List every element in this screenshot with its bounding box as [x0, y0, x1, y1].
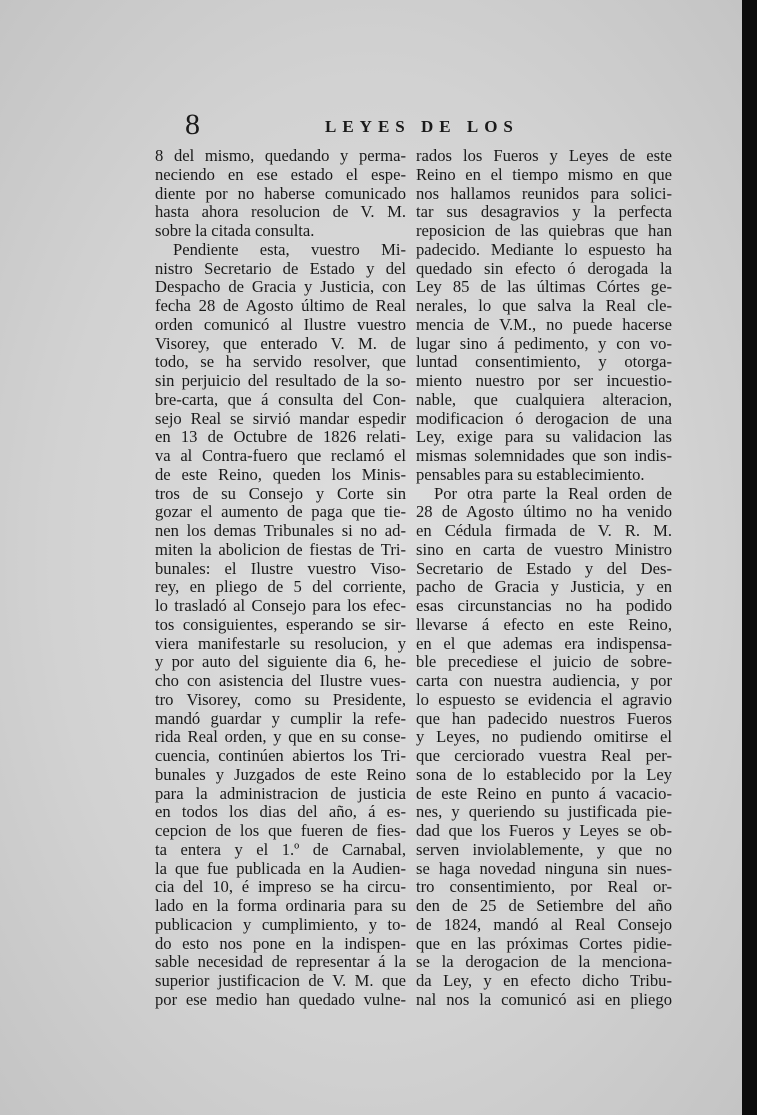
text-line: modificacion ó derogacion de una	[416, 408, 672, 428]
text-line: do esto nos pone en la indispen-	[155, 933, 406, 953]
text-line: bunales y Juzgados de este Reino	[155, 764, 406, 784]
text-line: va al Contra-fuero que reclamó el	[155, 446, 406, 465]
text-line: sino en carta de vuestro Ministro	[416, 539, 672, 559]
text-line: lo espuesto se evidencia el agravio	[416, 689, 672, 709]
text-line: Por otra parte la Real orden de	[434, 483, 672, 503]
text-line: mencia de V.M., no puede hacerse	[416, 314, 672, 334]
text-line: nes, y queriendo su justificada pie-	[416, 802, 672, 822]
text-line: todo, se ha servido resolver, que	[155, 352, 406, 372]
text-line: sona de lo establecido por la Ley	[416, 764, 672, 784]
text-line: cuencia, continúen abiertos los Tri-	[155, 746, 406, 765]
text-line: publicacion y cumplimiento, y to-	[155, 914, 406, 934]
text-line: rida Real orden, y que en su conse-	[155, 727, 406, 747]
text-line: rados los Fueros y Leyes de este	[416, 146, 672, 165]
right-column	[416, 147, 672, 1010]
text-line: de este Reino en punto á vacacio-	[416, 783, 672, 803]
text-line: 8 del mismo, quedando y perma-	[155, 146, 406, 165]
text-line: hasta ahora resolucion de V. M.	[155, 202, 406, 222]
text-line: luntad consentimiento, y otorga-	[416, 352, 672, 372]
text-line: cepcion de los que fueren de fies-	[155, 821, 406, 840]
text-line: miento nuestro por ser incuestio-	[416, 371, 672, 390]
text-line: de este Reino, queden los Minis-	[155, 464, 406, 484]
text-line: tros de su Consejo y Corte sin	[155, 483, 406, 503]
text-line: Secretario de Estado y del Des-	[416, 558, 672, 578]
scan-edge	[742, 0, 757, 1115]
text-line: reposicion de las quiebras que han	[416, 221, 672, 240]
text-line: en todos los dias del año, á es-	[155, 802, 406, 822]
text-line: la que fue publicada en la Audien-	[155, 858, 406, 878]
text-line: nos hallamos reunidos para solici-	[416, 183, 672, 203]
text-line: viera manifestarle su resolucion, y	[155, 633, 406, 653]
page-number: 8	[185, 108, 200, 141]
text-line: lo trasladó al Consejo para los efec-	[155, 596, 406, 615]
text-line: lado en la forma ordinaria para su	[155, 896, 406, 915]
text-line: fecha 28 de Agosto último de Real	[155, 296, 406, 315]
text-line: que en las próximas Cortes pidie-	[416, 933, 672, 953]
text-line: tos consiguientes, esperando se sir-	[155, 614, 406, 634]
text-line: sobre la citada consulta.	[155, 221, 315, 240]
text-line: padecido. Mediante lo espuesto ha	[416, 239, 672, 259]
text-line: diente por no haberse comunicado	[155, 183, 406, 203]
text-line: den de 25 de Setiembre del año	[416, 896, 672, 915]
text-line: llevarse á efecto en este Reino,	[416, 614, 672, 634]
text-line: nistro Secretario de Estado y del	[155, 258, 406, 278]
text-line: de 1824, mandó al Real Consejo	[416, 914, 672, 934]
text-line: mandó guardar y cumplir la refe-	[155, 708, 406, 728]
text-line: que han padecido nuestros Fueros	[416, 708, 672, 728]
text-line: nen los demas Tribunales si no ad-	[155, 521, 406, 540]
text-line: se la derogacion de la menciona-	[416, 952, 672, 972]
text-line: ble precediese el juicio de sobre-	[416, 652, 672, 672]
text-line: Ley, exige para su validacion las	[416, 427, 672, 447]
text-line: nable, que cualquiera alteracion,	[416, 389, 672, 409]
text-line: Reino en el tiempo mismo en que	[416, 164, 672, 184]
text-line: mismas solemnidades que son indis-	[416, 446, 672, 465]
text-line: Pendiente esta, vuestro Mi-	[173, 239, 406, 259]
text-line: miten la abolicion de fiestas de Tri-	[155, 539, 406, 559]
text-line: nal nos la comunicó asi en pliego	[416, 989, 672, 1009]
text-line: 28 de Agosto último no ha venido	[416, 502, 672, 522]
text-line: pensables para su establecimiento.	[416, 464, 645, 484]
text-line: superior justificacion de V. M. que	[155, 971, 406, 990]
text-line: nerales, lo que salva la Real cle-	[416, 296, 672, 315]
text-line: y por auto del siguiente dia 6, he-	[155, 652, 406, 672]
text-line: orden comunicó al Ilustre vuestro	[155, 314, 406, 334]
text-line: gozar el aumento de paga que tie-	[155, 502, 406, 522]
text-line: que cerciorado vuestra Real per-	[416, 746, 672, 765]
text-line: tro Visorey, como su Presidente,	[155, 689, 406, 709]
text-line: Visorey, que enterado V. M. de	[155, 333, 406, 353]
text-line: quedado sin efecto ó derogada la	[416, 258, 672, 278]
text-line: serven inviolablemente, y que no	[416, 839, 672, 859]
text-line: Despacho de Gracia y Justicia, con	[155, 277, 406, 297]
text-line: tro consentimiento, por Real or-	[416, 877, 672, 897]
text-line: neciendo en ese estado el espe-	[155, 164, 406, 184]
paragraph	[155, 147, 406, 241]
text-line: rey, en pliego de 5 del corriente,	[155, 577, 406, 597]
text-line: ta entera y el 1.º de Carnabal,	[155, 839, 406, 859]
paragraph	[416, 147, 672, 485]
text-line: cho con asistencia del Ilustre vues-	[155, 671, 406, 690]
text-line: Ley 85 de las últimas Córtes ge-	[416, 277, 672, 297]
left-column	[155, 147, 406, 1010]
text-line: y Leyes, no pudiendo omitirse el	[416, 727, 672, 747]
text-line: esas circunstancias no ha podido	[416, 596, 672, 615]
text-line: cia del 10, é impreso se ha circu-	[155, 877, 406, 897]
text-line: por ese medio han quedado vulne-	[155, 989, 406, 1009]
text-line: lugar sino á pedimento, y con vo-	[416, 333, 672, 353]
text-line: tar sus desagravios y la perfecta	[416, 202, 672, 222]
paragraph	[155, 241, 406, 1010]
text-line: en el que ademas era indispensa-	[416, 633, 672, 653]
text-line: sin perjuicio del resultado de la so-	[155, 371, 406, 390]
text-line: bunales: el Ilustre vuestro Viso-	[155, 558, 406, 578]
text-line: para la administracion de justicia	[155, 783, 406, 803]
running-title: LEYES DE LOS	[325, 117, 519, 136]
text-line: en 13 de Octubre de 1826 relati-	[155, 427, 406, 447]
text-line: sable necesidad de representar á la	[155, 952, 406, 972]
text-line: da Ley, y en efecto dicho Tribu-	[416, 971, 672, 990]
text-line: en Cédula firmada de V. R. M.	[416, 521, 672, 540]
text-line: dad que los Fueros y Leyes se ob-	[416, 821, 672, 840]
text-line: bre-carta, que á consulta del Con-	[155, 389, 406, 409]
text-line: pacho de Gracia y Justicia, y en	[416, 577, 672, 597]
paragraph	[416, 485, 672, 1010]
text-line: sejo Real se sirvió mandar espedir	[155, 408, 406, 428]
text-line: se haga novedad ninguna sin nues-	[416, 858, 672, 878]
text-line: carta con nuestra audiencia, y por	[416, 671, 672, 690]
